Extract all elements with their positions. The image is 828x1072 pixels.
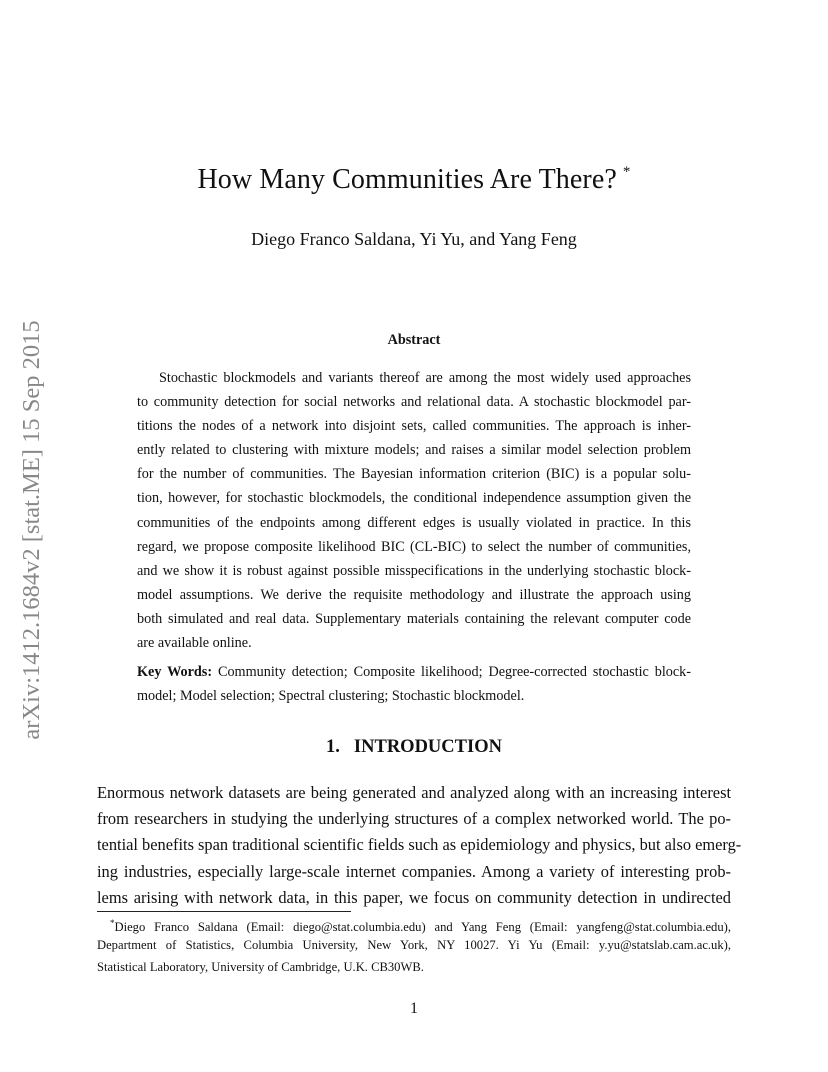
- introduction-paragraph: [97, 780, 742, 911]
- body-line: ing industries, especially large-scale internet companies. Among a variety of interesting prob-: [97, 861, 731, 881]
- body-line: lems arising with network data, in this paper, we focus on community detection in undirected: [97, 887, 731, 907]
- key-words-line: [137, 660, 691, 684]
- section-number: 1.: [326, 737, 340, 757]
- key-words-line: model; Model selection; Spectral clustering; Stochastic blockmodel.: [137, 688, 525, 705]
- abstract-body: [137, 366, 691, 655]
- abstract-heading: Abstract: [387, 332, 441, 348]
- abstract-line: titions the nodes of a network into disjoint sets, called communities. The approach is inher-: [137, 418, 691, 435]
- abstract-line: ently related to clustering with mixture models; and raises a similar model selection problem: [137, 442, 691, 459]
- abstract-line: and we show it is robust against possible misspecifications in the underlying stochastic block-: [137, 562, 691, 579]
- footnote: [97, 913, 731, 978]
- page-number: 1: [410, 1000, 418, 1017]
- abstract-line: for the number of communities. The Bayesian information criterion (BIC) is a popular solu-: [137, 466, 691, 483]
- key-words: [137, 660, 691, 708]
- paper-title-text: How Many Communities Are There?: [197, 164, 617, 195]
- footnote-divider: [97, 911, 351, 912]
- footnote-text: Diego Franco Saldana (Email: diego@stat.columbia.edu) and Yang Feng (Email: yangfeng@stat.columbia.edu),: [114, 920, 731, 934]
- footnote-line: Department of Statistics, Columbia University, New York, NY 10027. Yi Yu (Email: y.yu@statslab.cam.ac.uk),: [97, 937, 731, 952]
- abstract-line: are available online.: [137, 635, 252, 652]
- footnote-mark: *: [110, 918, 115, 928]
- body-line: tential benefits span traditional scientific fields such as epidemiology and physics, but also emerg-: [97, 835, 742, 855]
- footnote-line: [97, 913, 731, 935]
- footnote-line: Statistical Laboratory, University of Cambridge, U.K. CB30WB.: [97, 959, 424, 974]
- section-heading: [0, 737, 828, 758]
- key-words-text: Community detection; Composite likelihood; Degree-corrected stochastic block-: [218, 664, 691, 680]
- abstract-line: tion, however, for stochastic blockmodels, the conditional independence assumption given the: [137, 490, 691, 507]
- section-title: INTRODUCTION: [353, 737, 502, 757]
- arxiv-identifier-stamp: arXiv:1412.1684v2 [stat.ME] 15 Sep 2015: [18, 320, 45, 740]
- paper-title: [0, 164, 828, 196]
- abstract-line: regard, we propose composite likelihood BIC (CL-BIC) to select the number of communities,: [137, 538, 691, 555]
- key-words-label: Key Words:: [137, 664, 213, 680]
- abstract-line: to community detection for social networks and relational data. A stochastic blockmodel par-: [137, 394, 691, 411]
- abstract-line: Stochastic blockmodels and variants thereof are among the most widely used approaches: [159, 370, 691, 386]
- author-list: Diego Franco Saldana, Yi Yu, and Yang Feng: [251, 229, 577, 249]
- abstract-line: model assumptions. We derive the requisite methodology and illustrate the approach using: [137, 586, 691, 603]
- abstract-line: both simulated and real data. Supplementary materials containing the relevant computer code: [137, 610, 691, 627]
- body-line: from researchers in studying the underlying structures of a complex networked world. The po-: [97, 809, 731, 829]
- body-line: Enormous network datasets are being generated and analyzed along with an increasing interest: [97, 783, 731, 802]
- title-footnote-mark: *: [622, 164, 631, 180]
- abstract-line: communities of the endpoints among different edges is usually violated in practice. In this: [137, 514, 691, 531]
